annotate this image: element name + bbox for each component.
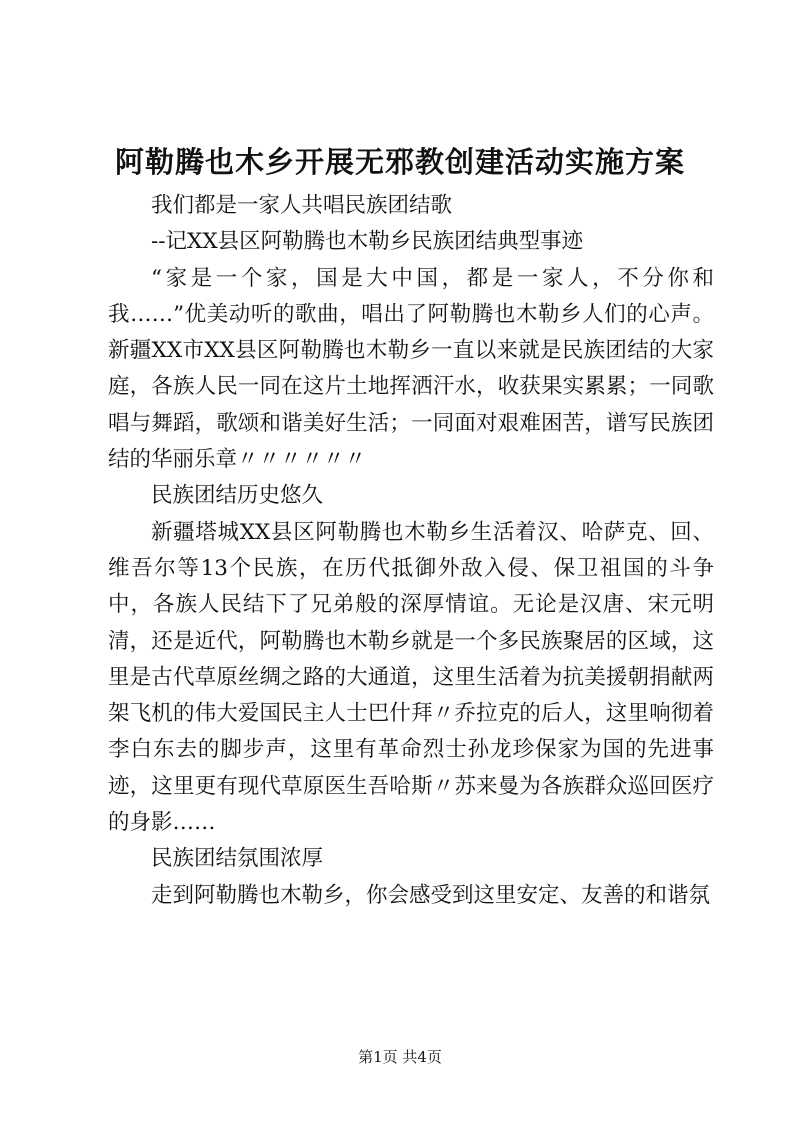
paragraph-atmosphere: 走到阿勒腾也木勒乡，你会感受到这里安定、友善的和谐氛: [151, 882, 711, 908]
subtitle-heading: 我们都是一家人共唱民族团结歌: [151, 193, 453, 218]
document-body: [108, 188, 714, 914]
paragraph-intro: “家是一个家，国是大中国，都是一家人，不分你和我……”优美动听的歌曲，唱出了阿勒腾也木勒乡人们的心声。新疆XX市XX县区阿勒腾也木勒乡一直以来就是民族团结的大家庭，各族人民一同在这片土地挥洒汗水，收获果实累累；一同歌唱与舞蹈，歌颂和谐美好生活；一同面对艰难困苦，谱写民族团结的华丽乐章〃〃〃〃〃〃: [108, 265, 714, 473]
paragraph-history: 新疆塔城XX县区阿勒腾也木勒乡生活着汉、哈萨克、回、维吾尔等13个民族，在历代抵御外敌入侵、保卫祖国的斗争中，各族人民结下了兄弟般的深厚情谊。无论是汉唐、宋元明清，还是近代，阿勒腾也木勒乡就是一个多民族聚居的区域，这里是古代草原丝绸之路的大通道，这里生活着为抗美援朝捐献两架飞机的伟大爱国民主人士巴什拜〃乔拉克的后人，这里响彻着李白东去的脚步声，这里有革命烈士孙龙珍保家为国的先进事迹，这里更有现代草原医生吾哈斯〃苏来曼为各族群众巡回医疗的身影……: [108, 519, 714, 836]
page-number-footer: 第1页 共4页: [358, 1048, 442, 1066]
subtitle-byline: --记XX县区阿勒腾也木勒乡民族团结典型事迹: [151, 229, 584, 255]
section-heading-atmosphere: 民族团结氛围浓厚: [151, 846, 324, 872]
document-title: 阿勒腾也木乡开展无邪教创建活动实施方案: [114, 145, 685, 179]
section-heading-history: 民族团结历史悠久: [151, 483, 324, 509]
